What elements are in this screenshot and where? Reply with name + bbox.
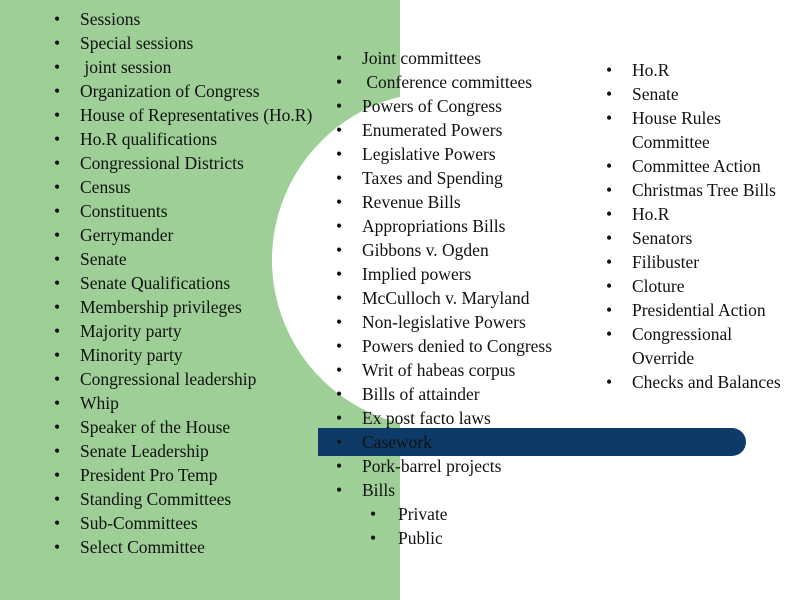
list-item-text: Conference committees xyxy=(362,72,533,92)
list-item: • Writ of habeas corpus xyxy=(336,358,586,382)
list-item: • Ho.R qualifications xyxy=(54,127,324,151)
bills-sub-list xyxy=(362,502,586,550)
list-item: • Congressional leadership xyxy=(54,367,324,391)
list-item: • Senate Leadership xyxy=(54,439,324,463)
list-item: • Ho.R xyxy=(606,58,786,82)
list-item: • President Pro Temp xyxy=(54,463,324,487)
list-item: • Ho.R xyxy=(606,202,786,226)
list-item xyxy=(54,55,324,79)
list-item: • Pork-barrel projects xyxy=(336,454,586,478)
list-item: • Powers denied to Congress xyxy=(336,334,586,358)
list-item: • Senate xyxy=(606,82,786,106)
list-item: • House of Representatives (Ho.R) xyxy=(54,103,324,127)
bullet-list-column-1 xyxy=(54,7,324,559)
list-item-text: joint session xyxy=(80,57,172,77)
list-item: • Revenue Bills xyxy=(336,190,586,214)
list-item: • Select Committee xyxy=(54,535,324,559)
list-item: • Cloture xyxy=(606,274,786,298)
list-item: • Sub-Committees xyxy=(54,511,324,535)
list-item: • Sessions xyxy=(54,7,324,31)
list-item: • Census xyxy=(54,175,324,199)
list-item: • Non-legislative Powers xyxy=(336,310,586,334)
list-item: • Senate Qualifications xyxy=(54,271,324,295)
list-item: • Filibuster xyxy=(606,250,786,274)
list-item: • Minority party xyxy=(54,343,324,367)
list-item: • Joint committees xyxy=(336,46,586,70)
list-item: • McCulloch v. Maryland xyxy=(336,286,586,310)
list-item: • Gerrymander xyxy=(54,223,324,247)
list-item: • Taxes and Spending xyxy=(336,166,586,190)
list-item: • Organization of Congress xyxy=(54,79,324,103)
list-item: • Congressional Override xyxy=(606,322,786,370)
list-item xyxy=(336,70,586,94)
sub-list-item: • Private xyxy=(362,502,586,526)
sub-list-item: • Public xyxy=(362,526,586,550)
list-item: • Standing Committees xyxy=(54,487,324,511)
list-item: • Enumerated Powers xyxy=(336,118,586,142)
list-item: • Legislative Powers xyxy=(336,142,586,166)
list-item: • Presidential Action xyxy=(606,298,786,322)
list-item: • Special sessions xyxy=(54,31,324,55)
list-item: • House Rules Committee xyxy=(606,106,786,154)
list-item-text: Bills xyxy=(362,480,396,500)
list-item: • Implied powers xyxy=(336,262,586,286)
list-item: • Speaker of the House xyxy=(54,415,324,439)
list-item xyxy=(336,478,586,550)
list-item: • Majority party xyxy=(54,319,324,343)
list-item: • Powers of Congress xyxy=(336,94,586,118)
list-item: • Ex post facto laws xyxy=(336,406,586,430)
list-item: • Whip xyxy=(54,391,324,415)
list-item: • Appropriations Bills xyxy=(336,214,586,238)
bullet-list-column-3 xyxy=(606,58,786,394)
list-item: • Constituents xyxy=(54,199,324,223)
list-item: • Congressional Districts xyxy=(54,151,324,175)
list-item: • Committee Action xyxy=(606,154,786,178)
list-item: • Senate xyxy=(54,247,324,271)
bullet-list-column-2 xyxy=(336,46,586,550)
list-item: • Bills of attainder xyxy=(336,382,586,406)
list-item: • Christmas Tree Bills xyxy=(606,178,786,202)
list-item: • Senators xyxy=(606,226,786,250)
list-item: • Membership privileges xyxy=(54,295,324,319)
list-item: • Gibbons v. Ogden xyxy=(336,238,586,262)
list-item: • Checks and Balances xyxy=(606,370,786,394)
list-item: • Casework xyxy=(336,430,586,454)
